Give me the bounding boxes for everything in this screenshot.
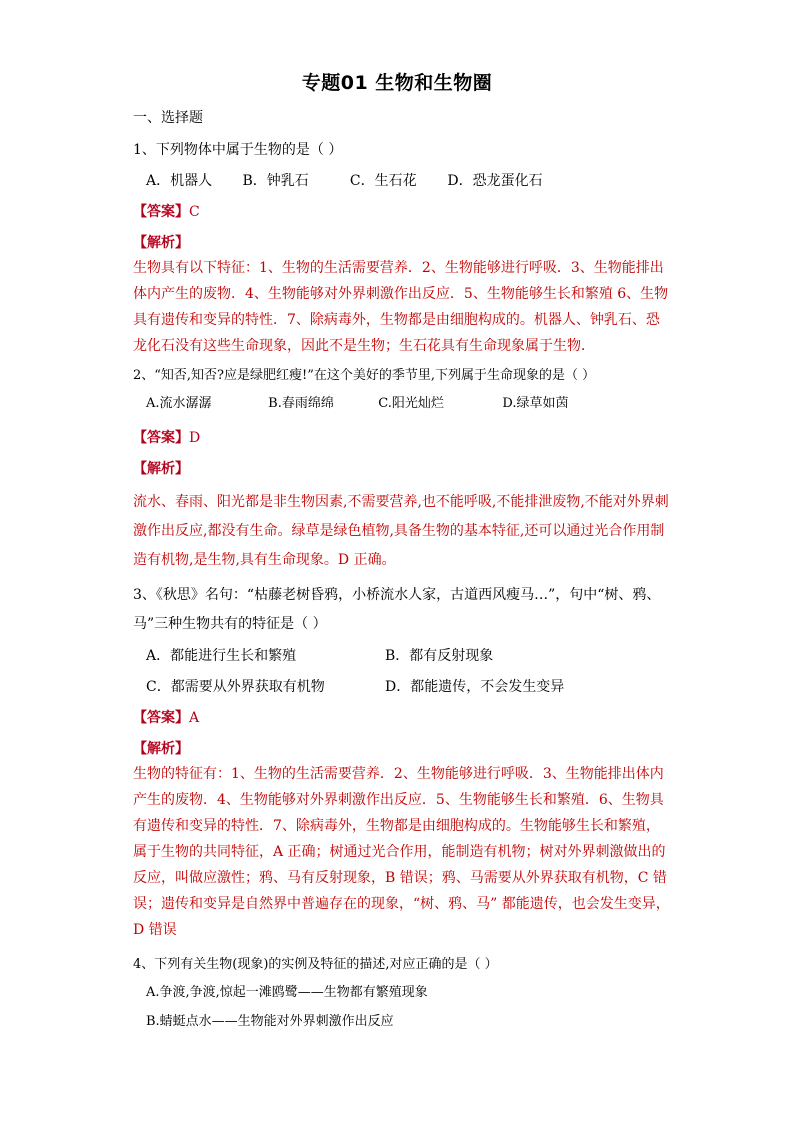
answer-label: 【答案】 bbox=[133, 710, 189, 726]
question-3-option-b: B．都有反射现象 bbox=[385, 648, 494, 664]
analysis-line: 生物的特征有：1、生物的生活需要营养．2、生物能够进行呼吸．3、生物能排出体内 bbox=[133, 766, 664, 782]
question-2-stem: 2、“知否,知否?应是绿肥红瘦!”在这个美好的季节里,下列属于生命现象的是（ ） bbox=[133, 368, 596, 383]
question-3-stem-line-1: 3、《秋思》名句：“枯藤老树昏鸦，小桥流水人家，古道西风瘦马…”，句中“树、鸦、 bbox=[133, 587, 661, 603]
answer-label: 【答案】 bbox=[133, 204, 189, 220]
question-2-analysis bbox=[133, 488, 669, 575]
question-1-option-c: C．生石花 bbox=[349, 173, 417, 189]
question-1-option-d: D．恐龙蛋化石 bbox=[447, 173, 543, 189]
analysis-line: 反应，叫做应激性；鸦、马有反射现象，B 错误；鸦、马需要从外界获取有机物，C 错 bbox=[133, 870, 667, 886]
analysis-line: 造有机物,是生物,具有生命现象。D 正确。 bbox=[133, 552, 396, 568]
question-2-analysis-label: 【解析】 bbox=[133, 461, 189, 477]
answer-value: C bbox=[189, 204, 200, 220]
question-2-option-a: A.流水潺潺 bbox=[146, 396, 212, 411]
answer-label: 【答案】 bbox=[133, 430, 189, 446]
analysis-line: 具有遗传和变异的特性．7、除病毒外，生物都是由细胞构成的。机器人、钟乳石、恐 bbox=[133, 312, 660, 328]
question-2-option-b: B.春雨绵绵 bbox=[268, 396, 334, 411]
question-3-stem-line-2: 马”三种生物共有的特征是（ ） bbox=[133, 616, 327, 632]
question-2-answer bbox=[133, 428, 200, 448]
question-1-option-a: A．机器人 bbox=[146, 173, 213, 189]
page-title: 专题01 生物和生物圈 bbox=[301, 72, 493, 94]
question-1-options bbox=[146, 171, 543, 191]
analysis-line: 生物具有以下特征：1、生物的生活需要营养．2、生物能够进行呼吸．3、生物能排出 bbox=[133, 260, 664, 276]
question-4-option-a: A.争渡,争渡,惊起一滩鸥鹭——生物都有繁殖现象 bbox=[146, 985, 428, 1000]
question-3-analysis-label: 【解析】 bbox=[133, 741, 189, 757]
analysis-line: 属于生物的共同特征，A 正确；树通过光合作用，能制造有机物；树对外界刺激做出的 bbox=[133, 844, 666, 860]
question-4-option-b: B.蜻蜓点水——生物能对外界刺激作出反应 bbox=[146, 1014, 394, 1029]
question-1-stem: 1、下列物体中属于生物的是（ ） bbox=[133, 142, 343, 158]
analysis-line: 产生的废物．4、生物能够对外界刺激作出反应．5、生物能够生长和繁殖．6、生物具 bbox=[133, 792, 664, 808]
answer-value: A bbox=[189, 710, 200, 726]
question-3-option-d: D．都能遗传，不会发生变异 bbox=[385, 679, 565, 695]
question-1-analysis bbox=[133, 255, 669, 359]
question-2-option-d: D.绿草如茵 bbox=[502, 396, 569, 411]
analysis-line: 体内产生的废物．4、生物能够对外界刺激作出反应．5、生物能够生长和繁殖 6、生物 bbox=[133, 286, 669, 302]
analysis-line: D 错误 bbox=[133, 922, 177, 938]
analysis-line: 激作出反应,都没有生命。绿草是绿色植物,具备生物的基本特征,还可以通过光合作用制 bbox=[133, 523, 665, 539]
question-3-analysis bbox=[133, 761, 670, 943]
question-3-option-a: A．都能进行生长和繁殖 bbox=[146, 648, 297, 664]
section-heading: 一、选择题 bbox=[133, 110, 203, 126]
question-1-analysis-label: 【解析】 bbox=[133, 235, 189, 251]
question-3-answer bbox=[133, 708, 199, 728]
question-2-option-c: C.阳光灿烂 bbox=[378, 396, 444, 411]
question-3-option-c: C．都需要从外界获取有机物 bbox=[146, 679, 325, 695]
analysis-line: 误；遗传和变异是自然界中普遍存在的现象，“树、鸦、马” 都能遗传，也会发生变异， bbox=[133, 896, 670, 912]
question-1-answer bbox=[133, 202, 200, 222]
question-4-stem: 4、下列有关生物(现象)的实例及特征的描述,对应正确的是（ ） bbox=[133, 957, 498, 972]
analysis-line: 有遗传和变异的特性．7、除病毒外，生物都是由细胞构成的。生物能够生长和繁殖， bbox=[133, 818, 660, 834]
analysis-line: 龙化石没有这些生命现象，因此不是生物；生石花具有生命现象属于生物． bbox=[133, 338, 595, 354]
answer-value: D bbox=[189, 430, 201, 446]
question-1-option-b: B．钟乳石 bbox=[242, 173, 309, 189]
analysis-line: 流水、春雨、阳光都是非生物因素,不需要营养,也不能呼吸,不能排泄废物,不能对外界刺 bbox=[133, 494, 669, 510]
question-2-options bbox=[146, 394, 569, 414]
